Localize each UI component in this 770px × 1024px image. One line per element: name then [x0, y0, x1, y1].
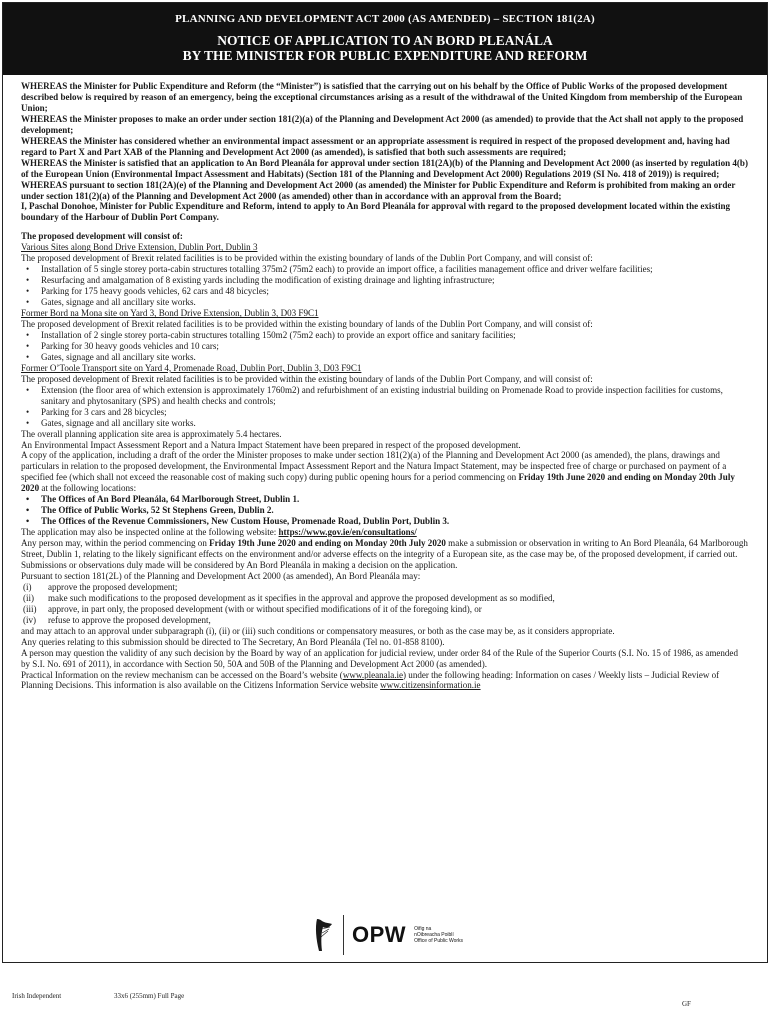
list-item: • Gates, signage and all ancillary site works. — [21, 418, 749, 429]
list-item: • Installation of 2 single storey porta-cabin structures totalling 150m2 (75m2 each) to provide an export office and sanitary facilities; — [21, 330, 749, 341]
site-description: The proposed development of Brexit related facilities is to be provided within the existing boundary of lands of the Dublin Port Company, and will consist of: — [21, 373, 593, 384]
list-item: • Parking for 30 heavy goods vehicles and 10 cars; — [21, 341, 749, 352]
site-title: Former O’Toole Transport site on Yard 4, Promenade Road, Dublin Port, Dublin 3, D03 F9C1 — [21, 362, 362, 373]
consultations-link[interactable]: https://www.gov.ie/en/consultations/ — [278, 527, 417, 538]
options-list — [21, 582, 749, 626]
site-bullet-list — [21, 264, 749, 308]
copy-paragraph — [21, 450, 749, 494]
proposed-heading: The proposed development will consist of: — [21, 231, 183, 242]
eiar-text: An Environmental Impact Assessment Report and a Natura Impact Statement have been prepared in respect of the proposed development. — [21, 439, 521, 450]
notice-title-line-2: BY THE MINISTER FOR PUBLIC EXPENDITURE AND REFORM — [182, 48, 588, 63]
list-item: • Parking for 3 cars and 28 bicycles; — [21, 407, 749, 418]
practical-paragraph — [21, 670, 749, 692]
act-reference: PLANNING AND DEVELOPMENT ACT 2000 (AS AMENDED) – SECTION 181(2A) — [175, 13, 595, 25]
footer-publication: Irish Independent — [12, 992, 62, 1000]
list-item: • Parking for 175 heavy goods vehicles, 62 cars and 48 bicycles; — [21, 286, 749, 297]
whereas-paragraph: WHEREAS the Minister is satisfied that an application to An Bord Pleanála for approval under section 181(2A)(b) of the Planning and Development Act 2000 (as inserted by regulation 4(b) of the European Union (Environmental Impact Assessment and Habitats) (Section 181 of the Planning and Development Act 2000) Regulations 2019 (SI No. 418 of 2019)) is required; — [21, 157, 748, 179]
site-title: Former Bord na Mona site on Yard 3, Bond Drive Extension, Dublin 3, D03 F9C1 — [21, 308, 319, 319]
queries-text: Any queries relating to this submission should be directed to The Secretary, An Bord Pleanála (Tel no. 01-858 8100). — [21, 636, 445, 647]
logo-subtitle-line: Office of Public Works — [414, 938, 464, 944]
list-item — [21, 615, 749, 626]
practical-mid: ) under the following heading: Information on cases / Weekly lists – Judicial Review of Planning Decisions. This information is also available on the Citizens Information Service website — [21, 669, 720, 691]
whereas-paragraph: WHEREAS the Minister proposes to make an order under section 181(2)(a) of the Planning and Development Act 2000 (as amended) to provide that the Act shall not apply to the proposed development; — [21, 113, 744, 135]
logo-wordmark: OPW — [352, 922, 407, 947]
copy-tail: at the following locations: — [39, 483, 137, 494]
footer-code: GF — [682, 1000, 691, 1008]
list-item — [21, 604, 749, 615]
option-text: refuse to approve the proposed development, — [48, 614, 211, 625]
submission-post: make a submission or observation in writing to An Bord Pleanála, 64 Marlborough Street, Dublin 1, relating to the likely significant effects on the environment and/or adverse effects on the integrity of a European site, as the case may be, of the proposed development, if carried out. Submissions or observations duly made will be considered by An Bord Pleanála in making a decision on the application. — [21, 538, 748, 570]
list-item: • The Offices of the Revenue Commissioners, New Custom House, Promenade Road, Dublin Port, Dublin 3. — [21, 516, 749, 527]
logo-divider — [343, 915, 344, 955]
pursuant-text: Pursuant to section 181(2L) of the Planning and Development Act 2000 (as amended), An Bord Pleanála may: — [21, 570, 421, 581]
attach-text: and may attach to an approval under subparagraph (i), (ii) or (iii) such conditions or compensatory measures, or both as the case may be, as it considers appropriate. — [21, 625, 615, 636]
practical-pre: Practical Information on the review mechanism can be accessed on the Board’s website ( — [21, 669, 343, 680]
submission-pre: Any person may, within the period commencing on — [21, 538, 210, 549]
list-item: • Gates, signage and all ancillary site works. — [21, 352, 749, 363]
submission-period: Friday 19th June 2020 and ending on Monday 20th July 2020 — [209, 538, 446, 549]
list-item: • The Offices of An Bord Pleanála, 64 Marlborough Street, Dublin 1. — [21, 494, 749, 505]
pleanala-link[interactable]: www.pleanala.ie — [342, 669, 404, 680]
judicial-text: A person may question the validity of any such decision by the Board by way of an application for judicial review, under order 84 of the Rule of the Superior Courts (S.I. No. 15 of 1986, as amended by S.I. No. 691 of 2011), in accordance with Section 50, 50A and 50B of the Planning and Development Act 2000 (as amended). — [21, 647, 738, 669]
list-item: • Installation of 5 single storey porta-cabin structures totalling 375m2 (75m2 each) to provide an import office, a facilities management office and driver welfare facilities; — [21, 264, 749, 275]
notice-header — [3, 3, 767, 75]
site-area-text: The overall planning application site area is approximately 5.4 hectares. — [21, 428, 282, 439]
option-number: (i) — [23, 581, 32, 592]
harp-icon — [313, 917, 335, 953]
site-bullet-list — [21, 385, 749, 429]
online-text: The application may also be inspected online at the following website: — [21, 527, 279, 538]
site-title: Various Sites along Bond Drive Extension, Dublin Port, Dublin 3 — [21, 242, 258, 253]
site-description: The proposed development of Brexit related facilities is to be provided within the existing boundary of lands of the Dublin Port Company, and will consist of: — [21, 319, 593, 330]
list-item: • Gates, signage and all ancillary site works. — [21, 297, 749, 308]
option-text: approve the proposed development; — [48, 581, 178, 592]
option-text: make such modifications to the proposed development as it specifies in the approval and approve the proposed development as so modified, — [48, 592, 555, 603]
opw-logo — [313, 915, 463, 955]
submission-paragraph — [21, 538, 749, 571]
logo-subtitle-line: Oifig na — [414, 926, 432, 932]
list-item — [21, 593, 749, 604]
logo-subtitle-line: nOibreacha Poiblí — [414, 932, 454, 938]
intent-paragraph: I, Paschal Donohoe, Minister for Public Expenditure and Reform, intend to apply to An Bord Pleanála for approval with regard to the proposed development located within the existing boundary of the Harbour of Dublin Port Company. — [21, 201, 731, 223]
logo-subtitle — [414, 926, 463, 944]
online-paragraph — [21, 527, 749, 538]
option-number: (iii) — [23, 603, 37, 614]
option-number: (iv) — [23, 614, 37, 625]
whereas-paragraph: WHEREAS the Minister has considered whether an environmental impact assessment or an appropriate assessment is required in respect of the proposed development and, having had regard to Part X and Part XAB of the Planning and Development Act 2000 (as amended), is satisfied that both such assessments are required; — [21, 135, 730, 157]
notice-title — [3, 33, 767, 63]
copy-period: Friday 19th June 2020 and ending on Monday 20th July 2020 — [21, 472, 735, 494]
whereas-paragraph: WHEREAS pursuant to section 181(2A)(e) of the Planning and Development Act 2000 (as amended) the Minister for Public Expenditure and Reform is prohibited from making an order under section 181(2)(a) of the Planning and Development Act 2000 (as amended) other than in accordance with an approval from the Board; — [21, 179, 736, 201]
footer-size: 33x6 (255mm) Full Page — [114, 992, 185, 1000]
whereas-paragraph: WHEREAS the Minister for Public Expenditure and Reform (the “Minister”) is satisfied that the carrying out on his behalf by the Office of Public Works of the proposed development described below is required by reason of an emergency, being the exceptional circumstances arising as a result of the withdrawal of the United Kingdom from membership of the European Union; — [21, 81, 743, 113]
site-bullet-list — [21, 330, 749, 363]
whereas-section — [21, 81, 749, 223]
citizens-info-link[interactable]: www.citizensinformation.ie — [380, 680, 481, 691]
notice-title-line-1: NOTICE OF APPLICATION TO AN BORD PLEANÁLA — [217, 33, 553, 48]
list-item: • Extension (the floor area of which extension is approximately 1760m2) and refurbishment of an existing industrial building on Promenade Road to provide inspection facilities for customs, sanitary and phytosanitary (SPS) and health checks and controls; — [21, 385, 749, 407]
list-item — [21, 582, 749, 593]
list-item: • The Office of Public Works, 52 St Stephens Green, Dublin 2. — [21, 505, 749, 516]
notice-frame — [2, 2, 768, 963]
copy-text: A copy of the application, including a draft of the order the Minister proposes to make under section 181(2)(a) of the Planning and Development Act 2000 (as amended), the plans, drawings and particulars in relation to the proposed development, the Environmental Impact Assessment Report and the Natura Impact Statement, may be inspected free of charge or purchased on payment of a specified fee (which shall not exceed the reasonable cost of making such copy) during public opening hours for a period commencing on — [21, 450, 727, 483]
option-number: (ii) — [23, 592, 35, 603]
notice-body — [3, 75, 767, 691]
option-text: approve, in part only, the proposed development (with or without specified modifications of it of the foregoing kind), or — [48, 603, 482, 614]
site-description: The proposed development of Brexit related facilities is to be provided within the existing boundary of lands of the Dublin Port Company, and will consist of: — [21, 253, 593, 264]
locations-list — [21, 494, 749, 527]
list-item: • Resurfacing and amalgamation of 8 existing yards including the modification of existing drainage and lighting infrastructure; — [21, 275, 749, 286]
